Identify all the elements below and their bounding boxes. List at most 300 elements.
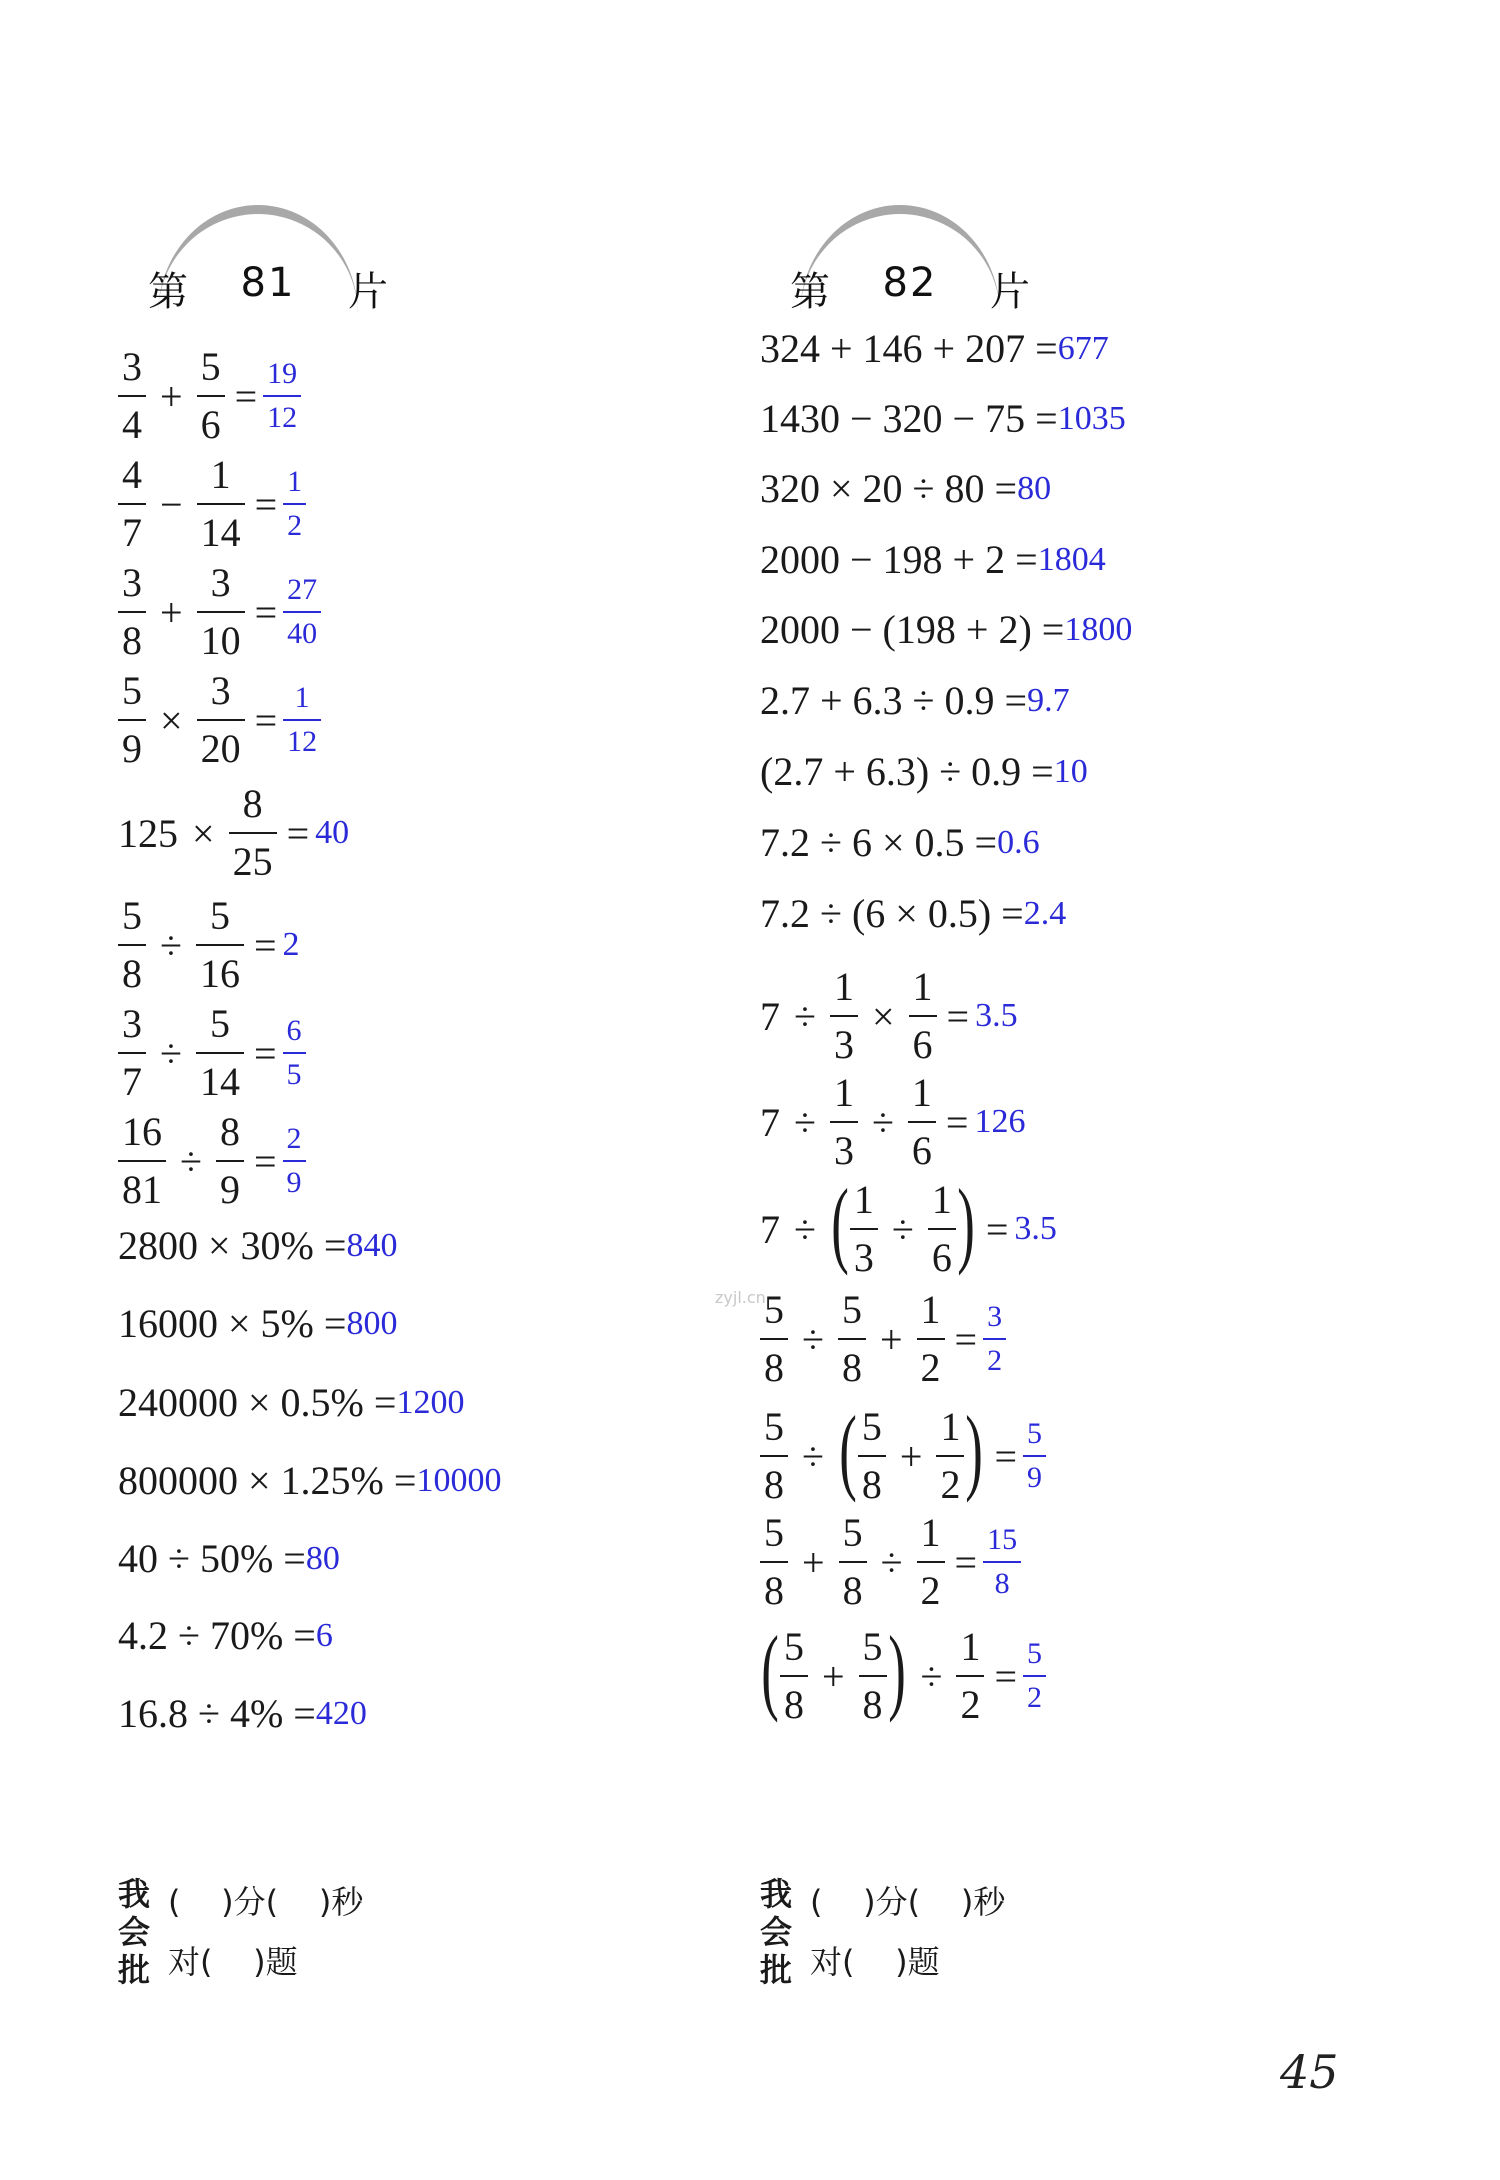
problem-row xyxy=(118,1109,306,1212)
expression: 7.2 ÷ (6 × 0.5) = xyxy=(760,891,1024,936)
problem-row xyxy=(760,1396,1046,1507)
fraction-bar xyxy=(118,719,146,721)
answer-fraction xyxy=(263,359,301,433)
problem-row xyxy=(760,890,1066,937)
fraction-bar xyxy=(283,719,321,721)
fraction xyxy=(956,1624,984,1727)
grading-label: 我 会 批 xyxy=(760,1875,793,1989)
left-paren: ( xyxy=(761,1616,779,1723)
fraction-bar xyxy=(118,611,146,613)
operator: ÷ xyxy=(160,1030,182,1076)
expression: 4.2 ÷ 70% = xyxy=(118,1613,316,1658)
answer: 1200 xyxy=(396,1383,465,1421)
fraction xyxy=(908,1070,936,1173)
left-paren: ( xyxy=(839,1396,857,1503)
fraction-bar xyxy=(839,1561,867,1563)
time-field: ( )分( )秒 xyxy=(810,1883,1006,1921)
denominator: 8 xyxy=(842,1568,863,1613)
fraction-bar xyxy=(859,1675,887,1677)
denominator: 9 xyxy=(286,1166,302,1199)
problem-row xyxy=(118,1457,501,1504)
problem-row xyxy=(118,668,321,771)
problem-row xyxy=(118,560,321,663)
right-paren: ) xyxy=(965,1396,984,1503)
numerator: 1 xyxy=(940,1404,961,1449)
answer: 840 xyxy=(346,1226,398,1264)
expression: 40 ÷ 50% = xyxy=(118,1536,306,1581)
denominator: 3 xyxy=(853,1235,874,1280)
equals-sign: = xyxy=(994,1433,1018,1479)
fraction xyxy=(197,452,245,555)
answer: 1035 xyxy=(1057,399,1126,437)
operator: + xyxy=(879,1316,903,1362)
fraction xyxy=(118,1001,146,1104)
card-number: 81 xyxy=(240,260,296,306)
fraction-bar xyxy=(1023,1675,1046,1677)
answer: 10000 xyxy=(416,1461,502,1499)
numerator: 5 xyxy=(862,1624,883,1669)
fraction-bar xyxy=(283,1160,306,1162)
expression: (2.7 + 6.3) ÷ 0.9 = xyxy=(760,749,1054,794)
fraction xyxy=(760,1510,788,1613)
numerator: 1 xyxy=(853,1177,874,1222)
fraction xyxy=(850,1177,878,1280)
answer: 9.7 xyxy=(1027,681,1070,719)
problem-row xyxy=(118,1690,367,1737)
expression: 2800 × 30% = xyxy=(118,1223,347,1268)
numerator: 5 xyxy=(122,668,142,713)
expression: 2000 − (198 + 2) = xyxy=(760,607,1065,652)
fraction xyxy=(196,1001,244,1104)
problem-row xyxy=(760,964,1018,1067)
fraction xyxy=(839,1510,867,1613)
integer-term: 7 xyxy=(760,1099,780,1145)
expression: 2.7 + 6.3 ÷ 0.9 = xyxy=(760,678,1028,723)
fraction-bar xyxy=(850,1228,878,1230)
expression: 16.8 ÷ 4% = xyxy=(118,1691,316,1736)
operator: ÷ xyxy=(794,993,816,1039)
numerator: 27 xyxy=(287,573,318,606)
problem-row xyxy=(118,1535,340,1582)
numerator: 19 xyxy=(267,357,298,390)
fraction xyxy=(197,668,245,771)
problem-row xyxy=(760,395,1126,442)
equals-sign: = xyxy=(253,922,277,968)
numerator: 1 xyxy=(912,964,933,1009)
expression: 240000 × 0.5% = xyxy=(118,1380,397,1425)
operator: ÷ xyxy=(802,1433,824,1479)
fraction-bar xyxy=(197,719,245,721)
expression: 7.2 ÷ 6 × 0.5 = xyxy=(760,820,998,865)
fraction xyxy=(118,560,146,663)
fraction-bar xyxy=(838,1338,866,1340)
card-header xyxy=(790,205,1030,325)
numerator: 1 xyxy=(294,681,310,714)
fraction xyxy=(780,1624,808,1727)
numerator: 1 xyxy=(920,1510,941,1555)
denominator: 2 xyxy=(1027,1681,1043,1714)
right-paren: ) xyxy=(957,1169,975,1276)
operator: ÷ xyxy=(180,1138,202,1184)
numerator: 1 xyxy=(833,964,854,1009)
fraction xyxy=(858,1404,886,1507)
answer-fraction xyxy=(283,1016,306,1090)
problem-row xyxy=(760,819,1040,866)
fraction-bar xyxy=(830,1015,858,1017)
problem-row xyxy=(760,1070,1026,1173)
operator: ÷ xyxy=(160,922,182,968)
fraction-bar xyxy=(283,503,306,505)
problem-row xyxy=(118,1001,306,1104)
fraction xyxy=(830,1070,858,1173)
operator: ÷ xyxy=(802,1316,824,1362)
operator: × xyxy=(160,697,183,743)
answer: 0.6 xyxy=(997,823,1040,861)
operator: + xyxy=(899,1433,923,1479)
equals-sign: = xyxy=(994,1653,1018,1699)
expression: 800000 × 1.25% = xyxy=(118,1458,417,1503)
equals-sign: = xyxy=(254,697,278,743)
denominator: 8 xyxy=(764,1462,784,1507)
fraction xyxy=(118,452,146,555)
numerator: 3 xyxy=(122,1001,142,1046)
numerator: 3 xyxy=(210,668,231,713)
answer: 6 xyxy=(315,1616,333,1654)
expression: 2000 − 198 + 2 = xyxy=(760,537,1038,582)
fraction-bar xyxy=(917,1338,945,1340)
numerator: 3 xyxy=(987,1300,1003,1333)
answer-fraction xyxy=(983,1525,1021,1599)
denominator: 8 xyxy=(122,951,142,996)
equals-sign: = xyxy=(253,1138,277,1184)
fraction xyxy=(197,344,225,447)
fraction-bar xyxy=(118,395,146,397)
fraction-bar xyxy=(858,1455,886,1457)
fraction xyxy=(830,964,858,1067)
integer-term: 7 xyxy=(760,1206,780,1252)
numerator: 5 xyxy=(209,893,230,938)
correct-count-field: 对( )题 xyxy=(168,1943,298,1981)
denominator: 9 xyxy=(1027,1461,1043,1494)
fraction-bar xyxy=(936,1455,964,1457)
problem-row xyxy=(760,1616,1046,1727)
problem-row xyxy=(118,1612,333,1659)
denominator: 8 xyxy=(764,1345,784,1390)
denominator: 12 xyxy=(267,401,298,434)
fraction-bar xyxy=(909,1015,937,1017)
card-label-suffix: 片 xyxy=(990,269,1030,315)
operator: + xyxy=(160,373,183,419)
fraction-bar xyxy=(983,1338,1006,1340)
answer: 420 xyxy=(315,1694,367,1732)
numerator: 5 xyxy=(764,1510,784,1555)
denominator: 8 xyxy=(122,618,142,663)
watermark-text: zyjl.cn xyxy=(715,1288,766,1307)
page-number: 45 xyxy=(1280,2045,1339,2099)
operator: ÷ xyxy=(871,1099,894,1145)
card-label-prefix: 第 xyxy=(790,269,830,315)
grading-label: 我 会 批 xyxy=(118,1875,151,1989)
expression: 1430 − 320 − 75 = xyxy=(760,396,1058,441)
problem-row xyxy=(760,606,1132,653)
fraction xyxy=(859,1624,887,1727)
problem-row xyxy=(760,465,1051,512)
numerator: 1 xyxy=(911,1070,932,1115)
fraction-bar xyxy=(928,1228,956,1230)
answer: 1804 xyxy=(1037,540,1106,578)
equals-sign: = xyxy=(954,1539,978,1585)
answer-fraction xyxy=(283,1124,306,1198)
numerator: 3 xyxy=(122,560,142,605)
numerator: 16 xyxy=(122,1109,162,1154)
denominator: 14 xyxy=(199,1059,240,1104)
denominator: 8 xyxy=(994,1567,1010,1600)
denominator: 2 xyxy=(960,1682,981,1727)
problem-row xyxy=(118,781,350,884)
problem-row xyxy=(760,325,1109,372)
fraction-bar xyxy=(908,1121,936,1123)
problem-row xyxy=(760,677,1070,724)
answer: 126 xyxy=(974,1103,1026,1140)
denominator: 12 xyxy=(287,725,318,758)
denominator: 4 xyxy=(122,402,142,447)
equals-sign: = xyxy=(286,810,310,856)
fraction xyxy=(118,1109,166,1212)
numerator: 2 xyxy=(286,1122,302,1155)
fraction xyxy=(917,1287,945,1390)
numerator: 5 xyxy=(209,1001,230,1046)
expression: 320 × 20 ÷ 80 = xyxy=(760,466,1018,511)
fraction-bar xyxy=(196,1052,244,1054)
fraction xyxy=(118,344,146,447)
fraction-bar xyxy=(760,1338,788,1340)
fraction-bar xyxy=(780,1675,808,1677)
correct-count-field: 对( )题 xyxy=(810,1943,940,1981)
numerator: 5 xyxy=(841,1287,862,1332)
fraction xyxy=(118,893,146,996)
problem-row xyxy=(760,748,1088,795)
numerator: 4 xyxy=(122,452,142,497)
right-paren: ) xyxy=(887,1616,906,1723)
numerator: 5 xyxy=(764,1287,784,1332)
time-field: ( )分( )秒 xyxy=(168,1883,364,1921)
card-label-suffix: 片 xyxy=(348,269,388,315)
numerator: 3 xyxy=(122,344,142,389)
numerator: 5 xyxy=(783,1624,804,1669)
denominator: 8 xyxy=(862,1682,883,1727)
denominator: 8 xyxy=(764,1568,784,1613)
fraction-bar xyxy=(197,395,225,397)
denominator: 8 xyxy=(783,1682,804,1727)
answer-fraction xyxy=(283,575,321,649)
problem-row xyxy=(760,536,1106,583)
answer-fraction xyxy=(1023,1639,1046,1713)
integer-term: 125 xyxy=(118,810,178,856)
fraction-bar xyxy=(760,1455,788,1457)
denominator: 5 xyxy=(286,1058,302,1091)
answer-fraction xyxy=(283,683,321,757)
fraction-bar xyxy=(118,1052,146,1054)
card-label-prefix: 第 xyxy=(148,269,188,315)
numerator: 6 xyxy=(286,1014,302,1047)
denominator: 8 xyxy=(861,1462,882,1507)
denominator: 3 xyxy=(833,1022,854,1067)
problem-row xyxy=(760,1169,1057,1280)
problem-row xyxy=(118,452,306,555)
numerator: 5 xyxy=(1027,1637,1043,1670)
answer: 2.4 xyxy=(1023,894,1067,932)
fraction-bar xyxy=(956,1675,984,1677)
fraction xyxy=(760,1404,788,1507)
expression: 324 + 146 + 207 = xyxy=(760,326,1058,371)
integer-term: 7 xyxy=(760,993,780,1039)
fraction xyxy=(928,1177,956,1280)
answer: 800 xyxy=(346,1304,398,1342)
denominator: 2 xyxy=(940,1462,961,1507)
numerator: 8 xyxy=(219,1109,240,1154)
fraction xyxy=(917,1510,945,1613)
operator: × xyxy=(192,810,215,856)
fraction-bar xyxy=(1023,1455,1046,1457)
denominator: 81 xyxy=(122,1167,162,1212)
answer: 3.5 xyxy=(1014,1210,1057,1247)
problem-row xyxy=(118,1222,397,1269)
numerator: 1 xyxy=(960,1624,981,1669)
fraction-bar xyxy=(229,832,277,834)
denominator: 2 xyxy=(287,509,303,542)
answer: 677 xyxy=(1057,329,1109,367)
answer: 80 xyxy=(305,1539,340,1577)
fraction xyxy=(760,1287,788,1390)
fraction-bar xyxy=(118,1160,166,1162)
denominator: 2 xyxy=(920,1568,941,1613)
numerator: 1 xyxy=(920,1287,941,1332)
denominator: 40 xyxy=(287,617,318,650)
problem-row xyxy=(118,893,300,996)
problem-row xyxy=(118,1300,397,1347)
numerator: 15 xyxy=(987,1523,1018,1556)
answer: 40 xyxy=(315,814,350,851)
fraction xyxy=(216,1109,244,1212)
problem-row xyxy=(760,1287,1006,1390)
denominator: 8 xyxy=(841,1345,862,1390)
numerator: 5 xyxy=(122,893,142,938)
numerator: 5 xyxy=(200,344,221,389)
fraction-bar xyxy=(118,503,146,505)
problem-row xyxy=(118,344,301,447)
denominator: 6 xyxy=(931,1235,952,1280)
operator: − xyxy=(160,481,183,527)
denominator: 6 xyxy=(912,1022,933,1067)
answer: 80 xyxy=(1017,469,1052,507)
answer-fraction xyxy=(283,467,306,541)
denominator: 3 xyxy=(833,1128,854,1173)
answer: 1800 xyxy=(1064,610,1133,648)
fraction-bar xyxy=(917,1561,945,1563)
numerator: 5 xyxy=(1027,1417,1043,1450)
numerator: 5 xyxy=(861,1404,882,1449)
problem-row xyxy=(760,1510,1021,1613)
numerator: 1 xyxy=(931,1177,952,1222)
equals-sign: = xyxy=(234,373,258,419)
denominator: 2 xyxy=(920,1345,941,1390)
numerator: 1 xyxy=(287,465,303,498)
answer: 2 xyxy=(282,926,300,963)
fraction-bar xyxy=(830,1121,858,1123)
operator: + xyxy=(160,589,183,635)
answer-fraction xyxy=(1023,1419,1046,1493)
denominator: 9 xyxy=(219,1167,240,1212)
fraction xyxy=(936,1404,964,1507)
numerator: 1 xyxy=(210,452,231,497)
fraction-bar xyxy=(760,1561,788,1563)
card-header xyxy=(148,205,388,325)
denominator: 25 xyxy=(232,839,273,884)
card-number: 82 xyxy=(882,260,938,306)
fraction xyxy=(838,1287,866,1390)
expression: 16000 × 5% = xyxy=(118,1301,347,1346)
numerator: 1 xyxy=(833,1070,854,1115)
fraction-bar xyxy=(283,1052,306,1054)
operator: ÷ xyxy=(794,1206,816,1252)
fraction xyxy=(118,668,146,771)
left-paren: ( xyxy=(831,1169,849,1276)
equals-sign: = xyxy=(253,1030,277,1076)
denominator: 6 xyxy=(200,402,221,447)
numerator: 5 xyxy=(764,1404,784,1449)
fraction xyxy=(197,560,245,663)
equals-sign: = xyxy=(254,481,278,527)
fraction-bar xyxy=(197,503,245,505)
fraction xyxy=(229,781,277,884)
denominator: 2 xyxy=(987,1344,1003,1377)
fraction-bar xyxy=(118,944,146,946)
fraction-bar xyxy=(983,1561,1021,1563)
operator: ÷ xyxy=(880,1539,903,1585)
equals-sign: = xyxy=(954,1316,978,1362)
fraction-bar xyxy=(283,611,321,613)
denominator: 9 xyxy=(122,726,142,771)
operator: + xyxy=(821,1653,845,1699)
equals-sign: = xyxy=(945,1099,969,1145)
numerator: 8 xyxy=(242,781,263,826)
fraction-bar xyxy=(196,944,244,946)
equals-sign: = xyxy=(946,993,970,1039)
fraction xyxy=(196,893,244,996)
denominator: 14 xyxy=(200,510,241,555)
answer: 3.5 xyxy=(975,997,1018,1034)
fraction-bar xyxy=(197,611,245,613)
denominator: 7 xyxy=(122,510,142,555)
denominator: 6 xyxy=(911,1128,932,1173)
numerator: 5 xyxy=(842,1510,863,1555)
equals-sign: = xyxy=(985,1206,1009,1252)
operator: ÷ xyxy=(891,1206,914,1252)
operator: ÷ xyxy=(920,1653,943,1699)
operator: ÷ xyxy=(794,1099,816,1145)
operator: + xyxy=(802,1539,825,1585)
fraction-bar xyxy=(263,395,301,397)
answer-fraction xyxy=(983,1302,1006,1376)
equals-sign: = xyxy=(254,589,278,635)
denominator: 10 xyxy=(200,618,241,663)
denominator: 7 xyxy=(122,1059,142,1104)
denominator: 16 xyxy=(199,951,240,996)
fraction xyxy=(909,964,937,1067)
denominator: 20 xyxy=(200,726,241,771)
operator: × xyxy=(871,993,895,1039)
answer: 10 xyxy=(1053,752,1088,790)
